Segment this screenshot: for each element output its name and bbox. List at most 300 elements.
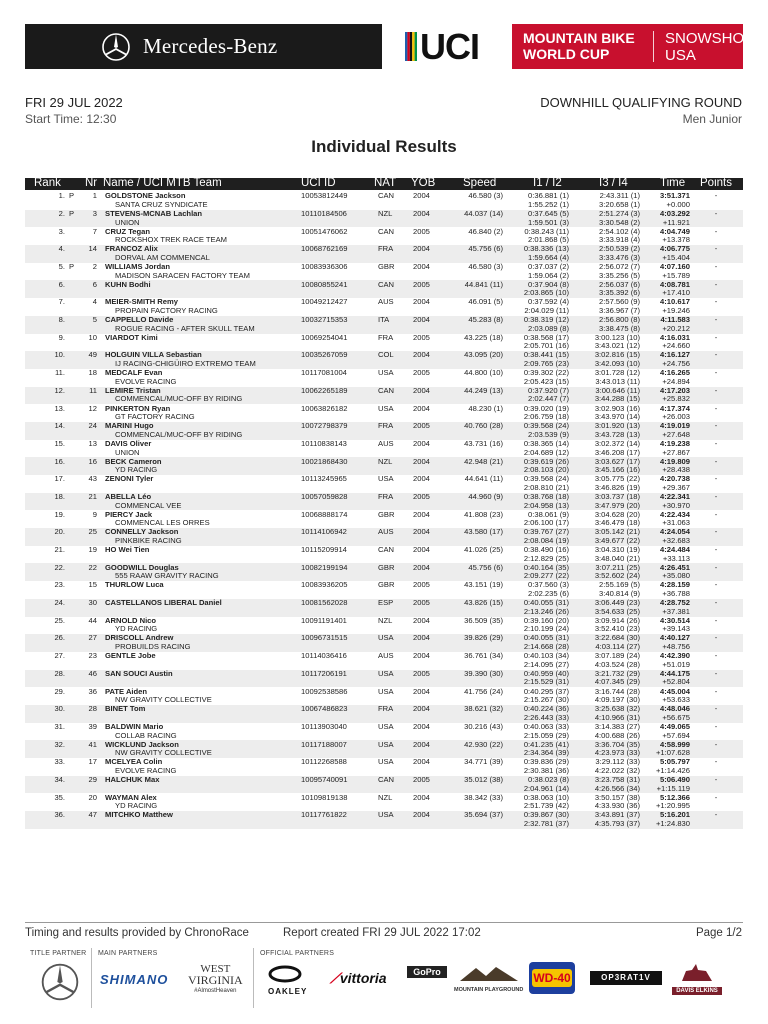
team-name: COMMENCAL LES ORRES	[115, 518, 210, 528]
split-i4: 3:35.392 (6)	[599, 288, 640, 298]
points-cell: -	[714, 739, 718, 749]
rank-cell: 14.	[54, 421, 65, 431]
finish-time: 4:17.374	[660, 403, 690, 413]
bib-number: 44	[88, 615, 97, 625]
year-of-birth-cell: 2005	[413, 279, 430, 289]
rank-cell: 32.	[54, 739, 65, 749]
split-i2: 2:09.765 (23)	[523, 359, 569, 369]
split-i3: 3:03.737 (18)	[594, 491, 640, 501]
speed-cell: 36.761 (34)	[464, 651, 503, 661]
speed-cell: 46.580 (3)	[468, 262, 503, 272]
rank-cell: 7.	[58, 297, 65, 307]
finish-time: 4:07.160	[660, 262, 690, 272]
uci-id-cell: 10062265189	[301, 385, 348, 395]
oakley-text: OAKLEY	[268, 987, 308, 996]
speed-cell: 43.731 (16)	[464, 438, 503, 448]
year-of-birth-cell: 2005	[413, 598, 430, 608]
year-of-birth-cell: 2005	[413, 332, 430, 342]
bib-number: 16	[88, 456, 97, 466]
team-name: PINKBIKE RACING	[115, 535, 182, 545]
table-row	[25, 776, 743, 794]
team-name: UNION	[115, 447, 140, 457]
split-i2: 2:09.277 (22)	[523, 571, 569, 581]
bib-number: 46	[88, 668, 97, 678]
split-i2: 2:08.810 (21)	[523, 482, 569, 492]
points-cell: -	[714, 226, 718, 236]
wv-line1: WEST	[200, 963, 231, 975]
finish-time: 4:11.583	[660, 315, 690, 325]
year-of-birth-cell: 2005	[413, 580, 430, 590]
finish-time: 4:22.341	[660, 491, 690, 501]
natures-playground-logo	[454, 964, 523, 993]
rider-name: ZENONI Tyler	[105, 474, 154, 484]
finish-time: 5:06.490	[660, 774, 690, 784]
finish-time: 4:17.203	[660, 385, 690, 395]
year-of-birth-cell: 2004	[413, 545, 430, 555]
rank-cell: 17.	[54, 474, 65, 484]
time-gap: +1:20.995	[656, 801, 690, 811]
nationality-cell: USA	[378, 633, 394, 643]
nationality-cell: NZL	[378, 456, 393, 466]
points-cell: -	[714, 191, 718, 201]
page-number: Page 1/2	[695, 927, 742, 939]
bib-number: 1	[92, 191, 97, 201]
time-gap: +24.894	[662, 376, 690, 386]
bib-number: 25	[88, 527, 97, 537]
uci-id-cell: 10114036416	[301, 651, 347, 661]
rank-cell: 10.	[54, 350, 65, 360]
uci-id-cell: 10109819138	[301, 792, 348, 802]
nationality-cell: USA	[378, 368, 394, 378]
nationality-cell: FRA	[378, 244, 394, 254]
rider-name: ABELLA Léo	[105, 491, 152, 501]
year-of-birth-cell: 2004	[413, 385, 430, 395]
table-row	[25, 263, 743, 281]
rank-cell: 5.	[58, 262, 65, 272]
points-cell: -	[714, 474, 718, 484]
split-i2: 2:14.668 (28)	[523, 642, 569, 652]
split-i3: 3:29.112 (33)	[595, 757, 640, 767]
rank-cell: 11.	[55, 368, 65, 378]
bib-number: 43	[88, 474, 97, 484]
team-name: EVOLVE RACING	[115, 376, 177, 386]
split-i2: 2:01.868 (5)	[528, 235, 569, 245]
gopro-text: GoPro	[407, 966, 447, 978]
points-cell: -	[714, 615, 718, 625]
rider-name: DRISCOLL Andrew	[105, 633, 174, 643]
rider-name: MITCHKO Matthew	[105, 810, 173, 820]
split-i4: 3:35.256 (5)	[599, 270, 640, 280]
speed-cell: 44.960 (9)	[468, 491, 503, 501]
table-row	[25, 440, 743, 458]
year-of-birth-cell: 2004	[413, 456, 430, 466]
bib-number: 21	[88, 491, 97, 501]
year-of-birth-cell: 2005	[413, 668, 430, 678]
provisional-flag: P	[69, 262, 75, 272]
split-i4: 3:46.826 (19)	[594, 482, 640, 492]
team-name: MADISON SARACEN FACTORY TEAM	[115, 270, 250, 280]
split-i2: 2:08.103 (20)	[523, 465, 569, 475]
finish-time: 4:44.175	[660, 668, 690, 678]
table-row	[25, 334, 743, 352]
uci-id-cell: 10115209914	[301, 545, 347, 555]
speed-cell: 39.390 (30)	[464, 668, 503, 678]
uci-id-cell: 10068888174	[301, 509, 348, 519]
points-cell: -	[714, 580, 718, 590]
speed-cell: 36.509 (35)	[464, 615, 503, 625]
split-i2: 2:26.443 (33)	[523, 712, 569, 722]
year-of-birth-cell: 2005	[413, 491, 430, 501]
vittoria-text: vittoria	[339, 970, 387, 986]
table-row	[25, 581, 743, 599]
uci-id-cell: 10080855241	[301, 279, 348, 289]
col-rank: Rank	[34, 177, 61, 189]
table-row	[25, 210, 743, 228]
finish-time: 5:16.201	[660, 810, 690, 820]
split-i1: 0:38.023 (8)	[528, 774, 569, 784]
team-name: SANTA CRUZ SYNDICATE	[115, 199, 208, 209]
event-title-line1: MOUNTAIN BIKE	[523, 30, 635, 46]
time-gap: +53.633	[662, 695, 690, 705]
points-cell: -	[714, 385, 718, 395]
mercedes-star-icon	[40, 962, 80, 1002]
split-i3: 3:07.189 (24)	[594, 651, 640, 661]
venue-line1: SNOWSHOE	[665, 30, 755, 47]
split-i2: 2:04.958 (13)	[523, 500, 569, 510]
rider-name: SAN SOUCI Austin	[105, 668, 173, 678]
points-cell: -	[714, 262, 718, 272]
nationality-cell: NZL	[378, 208, 393, 218]
year-of-birth-cell: 2004	[413, 244, 430, 254]
col-points: Points	[700, 177, 732, 189]
rider-name: MARINI Hugo	[105, 421, 154, 431]
bib-number: 27	[88, 633, 97, 643]
time-gap: +48.756	[662, 642, 690, 652]
split-i4: 3:47.979 (20)	[594, 500, 640, 510]
team-name: DORVAL AM COMMENCAL	[115, 252, 210, 262]
nationality-cell: USA	[378, 757, 394, 767]
nationality-cell: USA	[378, 403, 394, 413]
split-i3: 3:01.920 (13)	[594, 421, 640, 431]
time-gap: +28.438	[662, 465, 690, 475]
split-i3: 2:54.102 (4)	[599, 226, 640, 236]
finish-time: 4:28.752	[660, 598, 690, 608]
rider-name: HALCHUK Max	[105, 774, 160, 784]
points-cell: -	[714, 527, 718, 537]
uci-id-cell: 10112268588	[301, 757, 347, 767]
speed-cell: 45.283 (8)	[468, 315, 503, 325]
finish-time: 5:12.366	[660, 792, 690, 802]
points-cell: -	[714, 403, 718, 413]
split-i1: 0:39.767 (27)	[523, 527, 569, 537]
speed-cell: 46.580 (3)	[468, 191, 503, 201]
bib-number: 11	[89, 385, 97, 395]
finish-time: 5:05.797	[660, 757, 690, 767]
uci-wordmark: UCI	[420, 26, 479, 67]
bib-number: 36	[88, 686, 97, 696]
rank-cell: 6.	[58, 279, 65, 289]
split-i3: 3:03.627 (17)	[594, 456, 640, 466]
uci-id-cell: 10117206191	[301, 668, 347, 678]
split-i3: 2:56.800 (8)	[599, 315, 640, 325]
split-i3: 3:02.372 (14)	[594, 438, 640, 448]
uci-rainbow-stripes-icon	[405, 32, 417, 61]
venue-line2: USA	[665, 47, 696, 64]
nationality-cell: GBR	[378, 562, 395, 572]
round-name: DOWNHILL QUALIFYING ROUND	[540, 95, 742, 110]
points-cell: -	[714, 774, 718, 784]
split-i3: 3:07.211 (25)	[595, 562, 640, 572]
bib-number: 7	[92, 226, 97, 236]
split-i3: 3:25.638 (32)	[594, 704, 640, 714]
finish-time: 4:58.999	[660, 739, 690, 749]
finish-time: 4:24.054	[660, 527, 690, 537]
provisional-flag: P	[69, 208, 75, 218]
table-row	[25, 457, 743, 475]
year-of-birth-cell: 2004	[413, 191, 430, 201]
uci-id-cell: 10067486823	[301, 704, 348, 714]
year-of-birth-cell: 2004	[413, 403, 430, 413]
speed-cell: 41.756 (24)	[464, 686, 503, 696]
split-i3: 3:04.628 (20)	[594, 509, 640, 519]
rider-name: HO Wei Tien	[105, 545, 150, 555]
split-i4: 3:43.728 (13)	[594, 429, 640, 439]
uci-id-cell: 10083936306	[301, 262, 348, 272]
bib-number: 13	[88, 438, 97, 448]
points-cell: -	[714, 545, 718, 555]
split-i2: 1:59.501 (3)	[528, 217, 569, 227]
nationality-cell: NZL	[378, 792, 393, 802]
split-i3: 2:56.037 (6)	[599, 279, 640, 289]
rank-cell: 9.	[58, 332, 65, 342]
time-gap: +36.788	[662, 589, 690, 599]
split-i3: 3:06.449 (23)	[594, 598, 640, 608]
rank-cell: 8.	[58, 315, 65, 325]
split-i1: 0:37.592 (4)	[528, 297, 569, 307]
nationality-cell: AUS	[378, 297, 394, 307]
time-gap: +15.789	[662, 270, 690, 280]
team-name: 555 RAAW GRAVITY RACING	[115, 571, 219, 581]
bib-number: 19	[88, 545, 97, 555]
team-name: YD RACING	[115, 465, 158, 475]
split-i3: 3:02.903 (16)	[594, 403, 640, 413]
page-title: Individual Results	[311, 137, 457, 156]
uci-id-cell: 10021868430	[301, 456, 348, 466]
time-gap: +0.000	[666, 199, 690, 209]
finish-time: 4:19.809	[660, 456, 690, 466]
rank-cell: 16.	[54, 456, 65, 466]
time-gap: +17.410	[662, 288, 690, 298]
uci-id-cell: 10081562028	[301, 598, 348, 608]
year-of-birth-cell: 2004	[413, 350, 430, 360]
time-gap: +20.212	[662, 323, 690, 333]
bib-number: 28	[88, 704, 97, 714]
year-of-birth-cell: 2004	[413, 509, 430, 519]
time-gap: +25.832	[662, 394, 690, 404]
split-i3: 3:36.704 (35)	[594, 739, 640, 749]
year-of-birth-cell: 2004	[413, 438, 430, 448]
bib-number: 49	[88, 350, 97, 360]
split-i2: 1:59.664 (4)	[528, 252, 569, 262]
wv-tag: #AlmostHeaven	[194, 988, 237, 994]
points-cell: -	[714, 651, 718, 661]
split-i2: 2:30.381 (36)	[523, 765, 569, 775]
rank-cell: 3.	[58, 226, 65, 236]
uci-id-cell: 10049212427	[301, 297, 348, 307]
split-i1: 0:39.867 (30)	[523, 810, 569, 820]
nationality-cell: AUS	[378, 438, 394, 448]
finish-time: 4:28.159	[660, 580, 690, 590]
team-name: YD RACING	[115, 624, 158, 634]
year-of-birth-cell: 2004	[413, 633, 430, 643]
table-row	[25, 280, 743, 298]
rider-name: STEVENS-MCNAB Lachlan	[105, 208, 203, 218]
split-i2: 2:15.267 (30)	[523, 695, 569, 705]
rank-cell: 20.	[54, 527, 65, 537]
year-of-birth-cell: 2004	[413, 651, 430, 661]
points-cell: -	[714, 332, 718, 342]
bib-number: 39	[88, 721, 97, 731]
finish-time: 4:06.775	[660, 244, 690, 254]
bib-number: 24	[88, 421, 97, 431]
rider-name: GENTLE Jobe	[105, 651, 156, 661]
split-i2: 2:02.235 (6)	[528, 589, 569, 599]
uci-id-cell: 10117081004	[301, 368, 347, 378]
time-gap: +33.113	[662, 553, 690, 563]
uci-logo	[382, 24, 512, 69]
rank-cell: 13.	[54, 403, 65, 413]
uci-id-cell: 10057059828	[301, 491, 348, 501]
rank-cell: 30.	[54, 704, 65, 714]
finish-time: 4:08.781	[660, 279, 690, 289]
finish-time: 4:48.046	[660, 704, 690, 714]
split-i1: 0:39.302 (22)	[523, 368, 569, 378]
rider-name: CONNELLY Jackson	[105, 527, 179, 537]
points-cell: -	[714, 208, 718, 218]
rider-name: THURLOW Luca	[105, 580, 164, 590]
col-yob: YOB	[411, 177, 436, 189]
rider-name: BALDWIN Mario	[105, 721, 164, 731]
uci-id-cell: 10110184506	[301, 208, 347, 218]
table-row	[25, 369, 743, 387]
split-i2: 2:03.539 (9)	[528, 429, 569, 439]
col-speed: Speed	[463, 177, 497, 189]
finish-time: 4:16.127	[660, 350, 690, 360]
partner-separator	[253, 948, 254, 1008]
rank-cell: 26.	[54, 633, 65, 643]
nationality-cell: AUS	[378, 651, 394, 661]
split-i3: 3:05.775 (22)	[594, 474, 640, 484]
davis-elkins-text: DAVIS ELKINS	[672, 987, 722, 995]
vittoria-logo	[330, 970, 387, 987]
time-gap: +11.921	[662, 217, 690, 227]
speed-cell: 35.012 (38)	[464, 774, 503, 784]
time-gap: +1:15.119	[656, 783, 690, 793]
speed-cell: 42.930 (22)	[464, 739, 503, 749]
speed-cell: 43.095 (20)	[464, 350, 503, 360]
table-row	[25, 687, 743, 705]
split-i4: 3:46.479 (18)	[594, 518, 640, 528]
table-row	[25, 758, 743, 776]
rider-name: HOLGUIN VILLA Sebastian	[105, 350, 202, 360]
rank-cell: 33.	[54, 757, 65, 767]
speed-cell: 48.230 (1)	[468, 403, 503, 413]
team-name: COMMENCAL/MUC-OFF BY RIDING	[115, 394, 243, 404]
split-i3: 2:56.072 (7)	[599, 262, 640, 272]
uci-id-cell: 10053812449	[301, 191, 348, 201]
uci-id-cell: 10032715353	[301, 315, 348, 325]
split-i2: 2:13.246 (26)	[523, 606, 569, 616]
nationality-cell: GBR	[378, 509, 395, 519]
col-nr: Nr	[85, 177, 98, 189]
bib-number: 10	[88, 332, 97, 342]
split-i4: 3:54.633 (25)	[594, 606, 640, 616]
start-time: Start Time: 12:30	[25, 112, 117, 126]
table-row	[25, 316, 743, 334]
nationality-cell: CAN	[378, 385, 395, 395]
uci-id-cell: 10072798379	[301, 421, 348, 431]
nationality-cell: FRA	[378, 332, 394, 342]
split-i4: 3:46.208 (17)	[594, 447, 640, 457]
rank-cell: 12.	[54, 385, 65, 395]
time-gap: +15.404	[662, 252, 690, 262]
points-cell: -	[714, 456, 718, 466]
points-cell: -	[714, 686, 718, 696]
oakley-logo	[268, 966, 307, 996]
rank-cell: 36.	[54, 810, 65, 820]
points-cell: -	[714, 668, 718, 678]
split-i3: 3:43.891 (37)	[594, 810, 640, 820]
bib-number: 9	[92, 509, 97, 519]
table-row	[25, 670, 743, 688]
split-i2: 2:10.199 (24)	[523, 624, 569, 634]
rider-name: ARNOLD Nico	[105, 615, 157, 625]
split-i3: 2:57.560 (9)	[599, 297, 640, 307]
nationality-cell: AUS	[378, 527, 394, 537]
split-i3: 2:51.274 (3)	[599, 208, 640, 218]
bib-number: 29	[88, 774, 97, 784]
rider-name: DAVIS Oliver	[105, 438, 152, 448]
split-i4: 3:20.658 (1)	[599, 199, 640, 209]
table-row	[25, 493, 743, 511]
year-of-birth-cell: 2004	[413, 810, 430, 820]
team-name: GT FACTORY RACING	[115, 412, 195, 422]
table-row	[25, 475, 743, 493]
points-cell: -	[714, 792, 718, 802]
table-row	[25, 298, 743, 316]
speed-cell: 43.151 (19)	[464, 580, 503, 590]
davis-elkins-logo	[672, 962, 722, 995]
uci-id-cell: 10082199194	[301, 562, 348, 572]
year-of-birth-cell: 2004	[413, 739, 430, 749]
split-i2: 2:04.029 (11)	[524, 306, 569, 316]
time-gap: +1:24.830	[656, 818, 690, 828]
split-i3: 3:01.728 (12)	[594, 368, 640, 378]
natures-text: MOUNTAIN PLAYGROUND	[454, 987, 524, 993]
points-cell: -	[714, 810, 718, 820]
split-i1: 0:38.490 (16)	[523, 545, 569, 555]
bib-number: 5	[92, 315, 97, 325]
uci-id-cell: 10092538586	[301, 686, 348, 696]
speed-cell: 30.216 (43)	[464, 721, 503, 731]
bib-number: 47	[88, 810, 97, 820]
mercedes-star-icon	[101, 32, 131, 62]
year-of-birth-cell: 2005	[413, 774, 430, 784]
rank-cell: 24.	[54, 598, 65, 608]
finish-time: 4:19.238	[660, 438, 690, 448]
table-row	[25, 617, 743, 635]
bib-number: 14	[88, 244, 97, 254]
